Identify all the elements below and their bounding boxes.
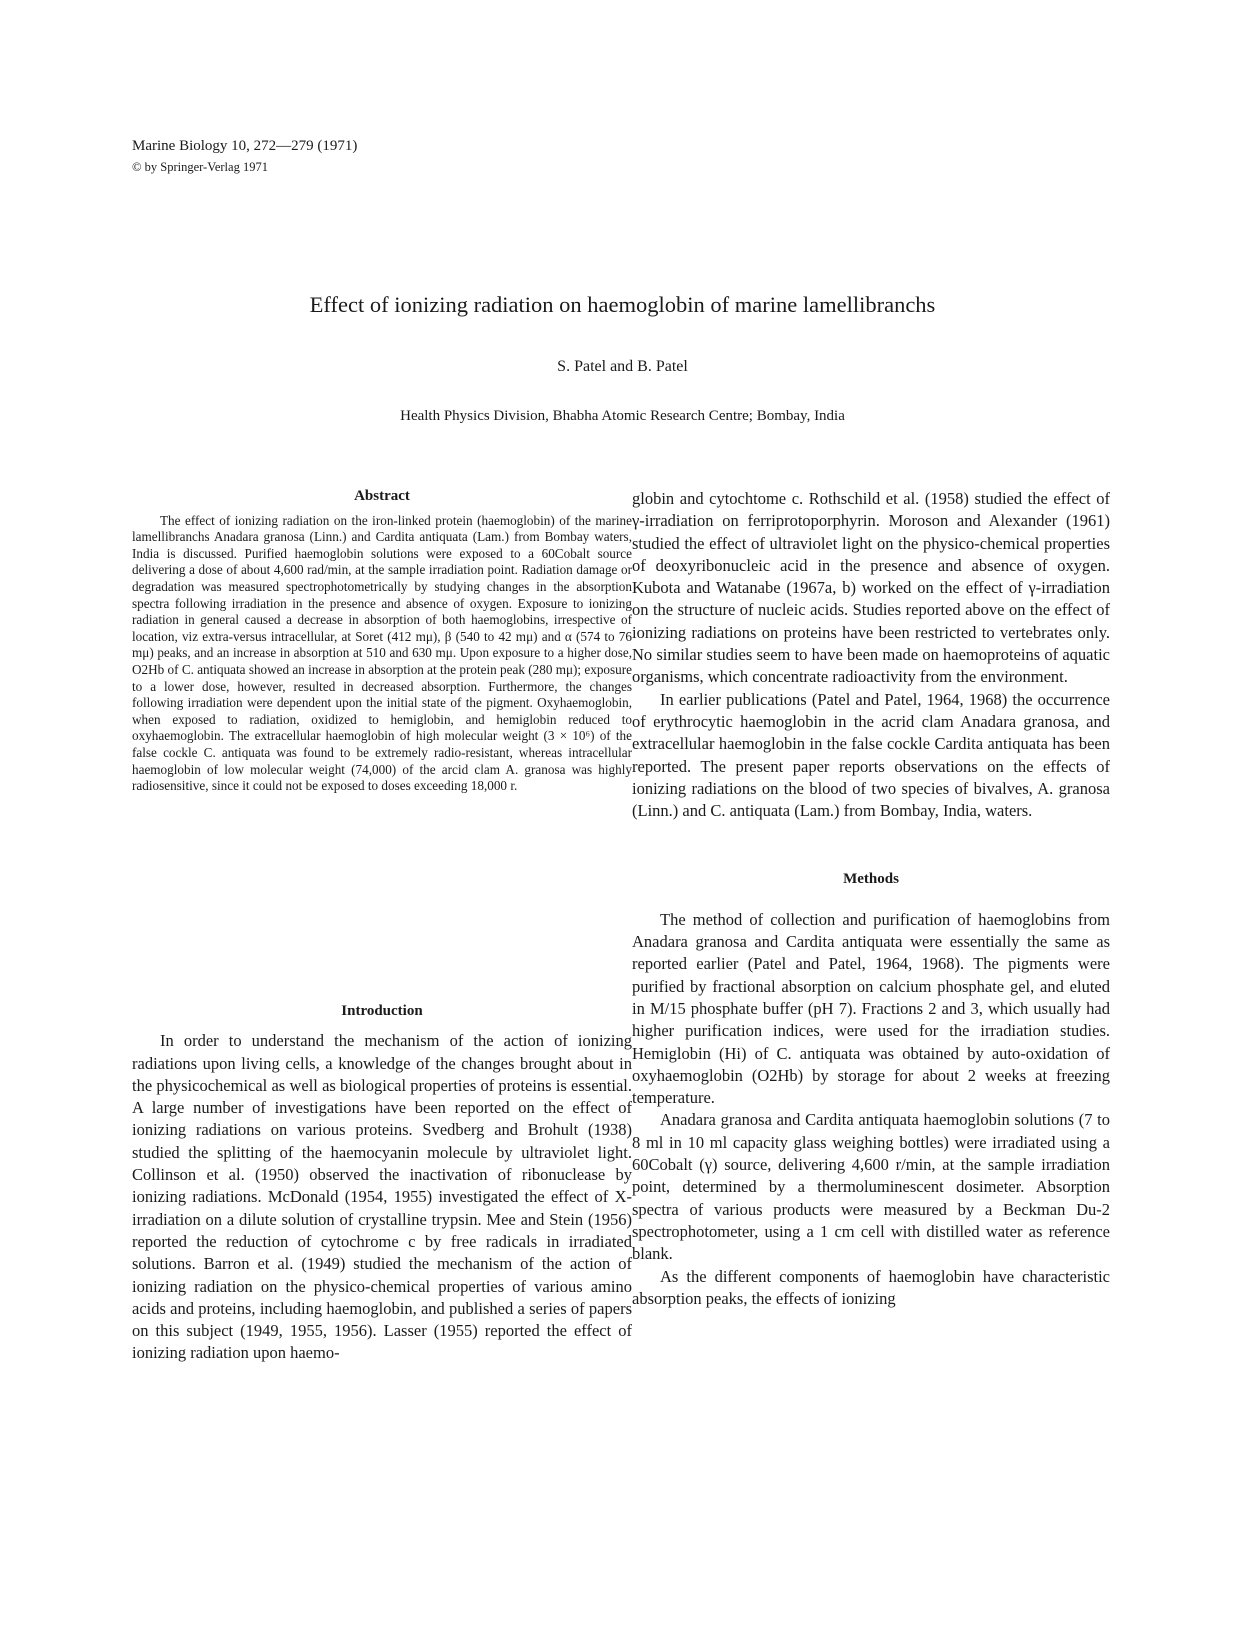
introduction-continued: globin and cytochtome c. Rothschild et al. (1958) studied the effect of γ-irradiation on ferriprotoporphyrin. Moroson and Alexander (1961) studied the effect of ultraviolet light on the physico-chemical properties of deoxyribonucleic acid in the presence and absence of oxygen. Kubota and Watanabe (1967a, b) worked on the effect of γ-irradiation on the structure of nucleic acids. Studies reported above on the effect of ionizing radiations on proteins have been restricted to vertebrates only. No similar studies seem to have been made on haemoproteins of aquatic organisms, which concentrate radioactivity from the environment.: [632, 489, 1110, 687]
paper-title: Effect of ionizing radiation on haemoglobin of marine lamellibranchs: [309, 292, 936, 317]
abstract-section: [132, 488, 632, 795]
introduction-paragraph-2: In earlier publications (Patel and Patel, 1964, 1968) the occurrence of erythrocytic haemoglobin in the acrid clam Anadara granosa, and extracellular haemoglobin in the false cockle Cardita antiquata has been reported. The present paper reports observations on the effects of ionizing radiations on the blood of two species of bivalves, A. granosa (Linn.) and C. antiquata (Lam.) from Bombay, India, waters.: [632, 689, 1110, 821]
right-column: [632, 488, 1110, 1310]
affiliation: Health Physics Division, Bhabha Atomic Research Centre; Bombay, India: [400, 408, 845, 424]
abstract-heading: Abstract: [354, 488, 410, 504]
methods-paragraph-1: The method of collection and purification of haemoglobins from Anadara granosa and Cardita antiquata were essentially the same as reported earlier (Patel and Patel, 1964, 1968). The pigments were purified by fractional absorption on calcium phosphate gel, and eluted in M/15 phosphate buffer (pH 7). Fractions 2 and 3, which usually had higher purification indices, were used for the irradiation studies. Hemiglobin (Hi) of C. antiquata was obtained by auto-oxidation of oxyhaemoglobin (O2Hb) by storage for about 2 weeks at freezing temperature.: [632, 909, 1110, 1108]
introduction-section: [132, 1000, 632, 1365]
methods-paragraph-3: As the different components of haemoglobin have characteristic absorption peaks, the effects of ionizing: [632, 1266, 1110, 1308]
introduction-text: In order to understand the mechanism of the action of ionizing radiations upon living cells, a knowledge of the changes brought about in the physicochemical as well as biological properties of proteins is essential. A large number of investigations have been reported on the effect of ionizing radiations on various proteins. Svedberg and Brohult (1938) studied the splitting of the haemocyanin molecule by ultraviolet light. Collinson et al. (1950) observed the inactivation of ribonuclease by ionizing radiations. McDonald (1954, 1955) investigated the effect of X-irradiation on a dilute solution of crystalline trypsin. Mee and Stein (1956) reported the reduction of cytochrome c by free radicals in irradiated solutions. Barron et al. (1949) studied the mechanism of the action of ionizing radiation on the physico-chemical properties of various amino acids and proteins, including haemoglobin, and published a series of papers on this subject (1949, 1955, 1956). Lasser (1955) reported the effect of ionizing radiation upon haemo-: [132, 1031, 632, 1363]
introduction-heading: Introduction: [341, 1003, 423, 1019]
journal-header: [132, 136, 357, 178]
methods-paragraph-2: Anadara granosa and Cardita antiquata haemoglobin solutions (7 to 8 ml in 10 ml capacity glass weighing bottles) were irradiated using a 60Cobalt (γ) source, delivering 4,600 r/min, at the sample irradiation point, determined by a thermoluminescent dosimeter. Absorption spectra of various products were measured by a Beckman Du-2 spectrophotometer, using a 1 cm cell with distilled water as reference blank.: [632, 1110, 1110, 1264]
methods-heading: Methods: [843, 871, 899, 888]
authors: S. Patel and B. Patel: [557, 358, 688, 375]
journal-citation: Marine Biology 10, 272—279 (1971): [132, 138, 358, 154]
copyright-line: © by Springer-Verlag 1971: [132, 160, 268, 174]
abstract-text: The effect of ionizing radiation on the iron-linked protein (haemoglobin) of the marine lamellibranchs Anadara granosa (Linn.) and Cardita antiquata (Lam.) from Bombay waters, India is discussed. Purified haemoglobin solutions were exposed to a 60Cobalt source delivering a dose of about 4,600 rad/min, at the sample irradiation point. Radiation damage or degradation was measured spectrophotometrically by studying changes in the absorption spectra following irradiation in the presence and absence of oxygen. Exposure to ionizing radiation in general caused a decrease in absorption of both haemoglobins, irrespective of location, viz extra-versus intracellular, at Soret (412 mμ), β (540 to 42 mμ) and α (574 to 76 mμ) peaks, and an increase in absorption at 510 and 630 mμ. Upon exposure to a higher dose, O2Hb of C. antiquata showed an increase in absorption at the protein peak (280 mμ); exposure to a lower dose, however, resulted in decreased absorption. Furthermore, the changes following irradiation were dependent upon the initial state of the pigment. Oxyhaemoglobin, when exposed to radiation, oxidized to hemiglobin, and hemiglobin reduced to oxyhaemoglobin. The extracellular haemoglobin of high molecular weight (3 × 10⁶) of the false cockle C. antiquata was found to be extremely radio-resistant, whereas intracellular haemoglobin of low molecular weight (74,000) of the arcid clam A. granosa was highly radiosensitive, since it could not be exposed to doses exceeding 18,000 r.: [132, 512, 632, 794]
